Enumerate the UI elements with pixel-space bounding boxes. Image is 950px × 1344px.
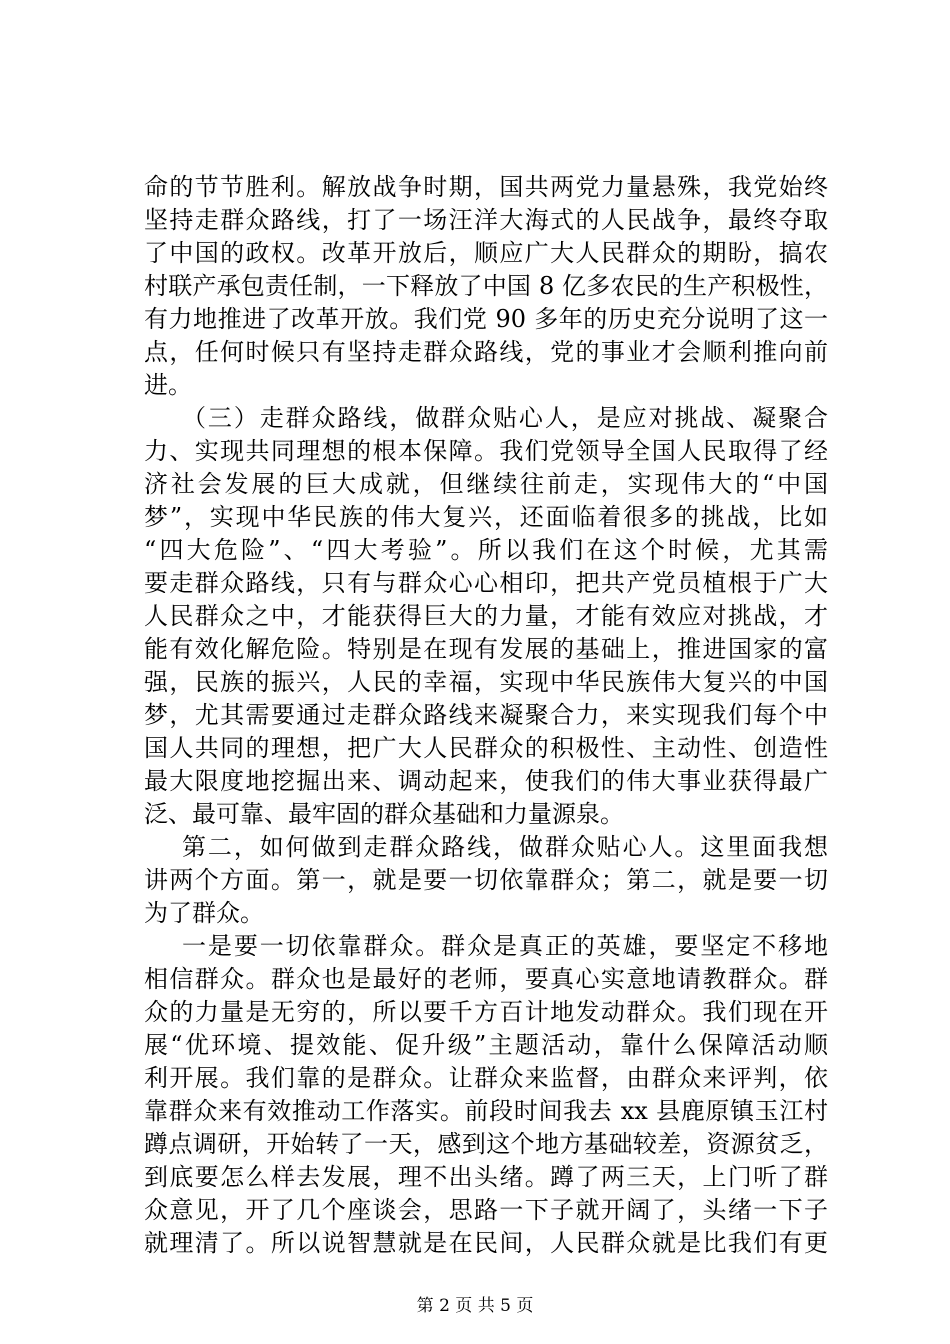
text-line: 展“优环境、提效能、促升级”主题活动，靠什么保障活动顺 xyxy=(144,1031,828,1059)
text-line: 为了群众。 xyxy=(144,899,264,927)
text-line: 国人共同的理想，把广大人民群众的积极性、主动性、创造性 xyxy=(144,734,828,762)
text-line: 有力地推进了改革开放。我们党 90 多年的历史充分说明了这一 xyxy=(144,305,828,333)
text-line: 命的节节胜利。解放战争时期，国共两党力量悬殊，我党始终 xyxy=(144,173,828,201)
text-line: 能有效化解危险。特别是在现有发展的基础上，推进国家的富 xyxy=(144,635,828,663)
text-line: 村联产承包责任制，一下释放了中国 8 亿多农民的生产积极性， xyxy=(144,272,828,300)
text-line: 坚持走群众路线，打了一场汪洋大海式的人民战争，最终夺取 xyxy=(144,206,828,234)
text-line: 一是要一切依靠群众。群众是真正的英雄，要坚定不移地 xyxy=(182,932,828,960)
text-line: 到底要怎么样去发展，理不出头绪。蹲了两三天，上门听了群 xyxy=(144,1163,828,1191)
text-line: 人民群众之中，才能获得巨大的力量，才能有效应对挑战，才 xyxy=(144,602,828,630)
text-line: 靠群众来有效推动工作落实。前段时间我去 xx 县鹿原镇玉江村 xyxy=(144,1097,828,1125)
text-line: 梦，尤其需要通过走群众路线来凝聚合力，来实现我们每个中 xyxy=(144,701,828,729)
text-line: 第二，如何做到走群众路线，做群众贴心人。这里面我想 xyxy=(182,833,828,861)
text-line: 就理清了。所以说智慧就是在民间，人民群众就是比我们有更 xyxy=(144,1229,828,1257)
text-line: 济社会发展的巨大成就，但继续往前走，实现伟大的“中国 xyxy=(144,470,828,498)
text-line: 强，民族的振兴，人民的幸福，实现中华民族伟大复兴的中国 xyxy=(144,668,828,696)
page-footer: 第 2 页 共 5 页 xyxy=(416,1296,534,1316)
text-line: 众的力量是无穷的，所以要千方百计地发动群众。我们现在开 xyxy=(144,998,828,1026)
text-line: 力、实现共同理想的根本保障。我们党领导全国人民取得了经 xyxy=(144,437,828,465)
text-line: （三）走群众路线，做群众贴心人，是应对挑战、凝聚合 xyxy=(182,404,828,432)
text-line: “四大危险”、“四大考验”。所以我们在这个时候，尤其需 xyxy=(144,536,828,564)
text-line: 梦”，实现中华民族的伟大复兴，还面临着很多的挑战，比如 xyxy=(144,503,828,531)
text-line: 进。 xyxy=(144,371,192,399)
text-line: 了中国的政权。改革开放后，顺应广大人民群众的期盼，搞农 xyxy=(144,239,828,267)
text-line: 利开展。我们靠的是群众。让群众来监督，由群众来评判，依 xyxy=(144,1064,828,1092)
text-line: 讲两个方面。第一，就是要一切依靠群众；第二，就是要一切 xyxy=(144,866,828,894)
document-body xyxy=(144,171,828,1260)
text-line: 要走群众路线，只有与群众心心相印，把共产党员植根于广大 xyxy=(144,569,828,597)
text-line: 众意见，开了几个座谈会，思路一下子就开阔了，头绪一下子 xyxy=(144,1196,828,1224)
text-line: 相信群众。群众也是最好的老师，要真心实意地请教群众。群 xyxy=(144,965,828,993)
text-line: 蹲点调研，开始转了一天，感到这个地方基础较差，资源贫乏， xyxy=(144,1130,828,1158)
text-line: 最大限度地挖掘出来、调动起来，使我们的伟大事业获得最广 xyxy=(144,767,828,795)
text-line: 泛、最可靠、最牢固的群众基础和力量源泉。 xyxy=(144,800,624,828)
text-line: 点，任何时候只有坚持走群众路线，党的事业才会顺利推向前 xyxy=(144,338,828,366)
